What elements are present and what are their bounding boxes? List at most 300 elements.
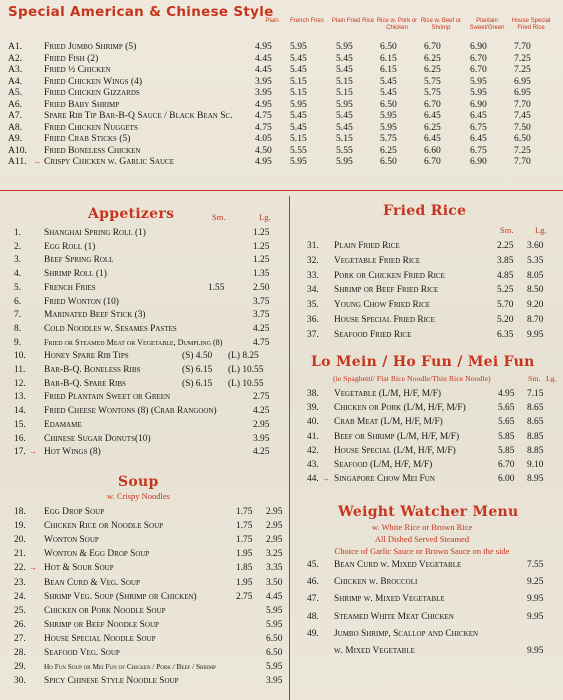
soup-title: Soup: [118, 474, 159, 490]
item-number: 12.: [14, 378, 26, 389]
item-name: House Special (L/M, H/F, M/F): [334, 445, 456, 456]
item-price-large: 3.75: [253, 296, 270, 307]
lo-mein-lg-label: Lg.: [546, 374, 557, 383]
item-number: 45.: [307, 560, 319, 570]
item-price-large: 8.85: [527, 445, 544, 456]
american-row: [0, 41, 563, 52]
item-price: 6.70: [470, 64, 487, 75]
item-price: 5.15: [290, 75, 307, 87]
item-number: 39.: [307, 403, 319, 414]
item-number: 36.: [307, 315, 319, 325]
item-name: Crispy Chicken w. Garlic Sauce: [44, 156, 174, 167]
american-row: [0, 99, 563, 110]
item-price-large: 3.95: [266, 676, 283, 687]
american-col-header: Plain Fried Rice: [331, 18, 375, 24]
item-price-small: 5.65: [498, 417, 515, 428]
item-price-large: 2.95: [266, 535, 283, 546]
item-name: Shrimp Roll (1): [44, 269, 107, 280]
american-col-header: Plain: [265, 18, 279, 24]
item-price: 4.95: [255, 41, 272, 52]
item-price-large: 8.65: [527, 417, 544, 428]
item-price-large: 8.70: [527, 315, 544, 325]
item-number: A11.: [8, 156, 27, 167]
item-price-large: 5.35: [527, 255, 544, 266]
item-price: 5.45: [290, 110, 307, 121]
item-name: Beef Spring Roll: [44, 255, 114, 266]
item-price: 7.70: [514, 41, 531, 52]
fried-rice-sm-label: Sm.: [500, 225, 514, 235]
item-name: Seafood Fried Rice: [334, 329, 412, 340]
item-price: 5.55: [336, 144, 353, 156]
item-price-small: 4.85: [497, 270, 514, 281]
item-name: Wonton & Egg Drop Soup: [44, 549, 150, 560]
fried-rice-row: [0, 299, 563, 311]
american-row: [0, 145, 563, 156]
item-price: 7.25: [514, 52, 531, 64]
item-price: 5.45: [290, 52, 307, 64]
item-number: 37.: [307, 329, 319, 340]
item-number: 31.: [307, 241, 319, 251]
item-price: 4.45: [255, 64, 272, 75]
item-name: Young Chow Fried Rice: [334, 300, 431, 311]
item-number: 49.: [307, 628, 319, 639]
item-price-large: 6.50: [266, 633, 283, 644]
item-price: 4.50: [255, 144, 272, 156]
item-price-large: 8.50: [527, 285, 544, 296]
weight-watcher-line2: All Dished Served Steamed: [374, 534, 470, 544]
item-name: Singapore Chow Mei Fun: [334, 474, 435, 485]
lo-mein-row: [0, 388, 563, 400]
item-price: 5.15: [336, 133, 353, 144]
item-number: A7.: [8, 110, 23, 121]
weight-watcher-row: [0, 559, 563, 571]
item-price: 4.75: [255, 110, 272, 121]
item-number: 16.: [14, 433, 26, 444]
item-number: A10.: [8, 144, 27, 156]
item-price: 6.50: [380, 156, 397, 167]
item-price: 5.95: [336, 98, 353, 110]
item-name: Pork or Chicken Fried Rice: [334, 270, 445, 281]
item-price-small: 1.95: [236, 577, 253, 588]
item-name: Edamame: [44, 419, 82, 430]
item-name: Spare Rib Tip Bar-B-Q Sauce / Black Bean Sc.: [44, 110, 233, 121]
item-number: 24.: [14, 591, 26, 602]
item-price-large: 4.25: [253, 406, 270, 417]
american-row: [0, 110, 563, 121]
item-price-small: 3.85: [497, 255, 514, 266]
american-row: [0, 122, 563, 133]
item-price-large: 9.20: [527, 300, 544, 311]
lo-mein-row: [0, 459, 563, 471]
lo-mein-row: [0, 431, 563, 443]
item-price: 5.15: [336, 87, 353, 98]
item-price: 5.95: [470, 87, 487, 98]
item-price: 7.50: [514, 121, 531, 133]
item-number: 43.: [307, 460, 319, 470]
item-name: Chicken or Pork Noodle Soup: [44, 605, 166, 616]
item-price: 5.15: [290, 133, 307, 144]
item-name: Jumbo Shrimp, Scallop and Chicken: [334, 628, 479, 639]
item-name: Crab Meat (L/M, H/F, M/F): [334, 417, 443, 428]
item-price: 5.45: [336, 121, 353, 133]
item-name: Fried Cheese Wontons (8) (Crab Rangoon): [44, 406, 217, 417]
item-number: A6.: [8, 98, 23, 110]
item-name: Fried Fish (2): [44, 52, 99, 64]
item-price-large: 5.95: [266, 662, 283, 673]
item-price-large: 4.45: [266, 591, 283, 602]
item-price: 6.70: [424, 41, 441, 52]
lo-mein-title: Lo Mein / Ho Fun / Mei Fun: [311, 354, 535, 370]
item-number: A4.: [8, 75, 23, 87]
item-number: 47.: [307, 594, 319, 605]
item-price: 6.25: [424, 52, 441, 64]
item-name: Seafood (L/M, H/F, M/F): [334, 460, 433, 470]
item-name: Vegetable Fried Rice: [334, 255, 421, 266]
item-price-small: 1.75: [236, 535, 253, 546]
item-name: Egg Drop Soup: [44, 507, 105, 517]
item-price-small: (S) 4.50: [182, 351, 213, 362]
item-price-large: (L) 8.25: [228, 351, 259, 362]
item-name: Wonton Soup: [44, 535, 99, 546]
american-col-header: Plantain Sweet/Green: [469, 18, 505, 31]
item-name: Cold Noodles w. Sesames Pastes: [44, 323, 177, 334]
item-price: 5.95: [470, 75, 487, 87]
item-name: Bar-B-Q. Boneless Ribs: [44, 365, 141, 375]
item-price-small: 5.85: [498, 445, 515, 456]
chili-pepper-icon: →: [33, 157, 41, 166]
item-name: Hot & Sour Soup: [44, 563, 114, 574]
item-name: Plain Fried Rice: [334, 241, 400, 251]
fried-rice-row: [0, 270, 563, 282]
soup-subtitle: w. Crispy Noodles: [107, 491, 170, 501]
appetizers-title: Appetizers: [88, 206, 175, 222]
item-price: 5.95: [290, 156, 307, 167]
item-number: 1.: [14, 228, 22, 238]
lo-mein-row: [0, 473, 563, 485]
item-price-large: 4.25: [253, 447, 270, 458]
item-price: 6.90: [470, 41, 487, 52]
item-price-small: 5.85: [498, 431, 515, 442]
item-name: Fried Crab Sticks (5): [44, 133, 131, 144]
lo-mein-sm-label: Sm.: [528, 374, 541, 383]
item-name: House Special Noodle Soup: [44, 633, 156, 644]
item-number: 20.: [14, 535, 26, 546]
item-price-small: 6.00: [498, 474, 515, 485]
item-name: House Special Fried Rice: [334, 315, 435, 325]
item-price: 4.05: [255, 133, 272, 144]
item-number: 14.: [14, 406, 26, 417]
weight-watcher-row: [0, 576, 563, 588]
item-number: 48.: [307, 611, 319, 622]
item-price-large: (L) 10.55: [228, 365, 264, 375]
fried-rice-row: [0, 284, 563, 296]
item-price: 5.15: [336, 75, 353, 87]
item-price-large: 3.60: [527, 241, 544, 251]
soup-row: [0, 661, 563, 673]
american-col-header: Rice w. Beef or Shrimp: [420, 18, 462, 31]
item-price-large: 1.25: [253, 228, 270, 238]
item-number: 38.: [307, 389, 319, 399]
item-price: 6.70: [470, 52, 487, 64]
american-row: [0, 156, 563, 167]
item-number: 10.: [14, 351, 26, 362]
item-price-small: 1.75: [236, 521, 253, 532]
item-number: 28.: [14, 648, 26, 658]
lo-mein-row: [0, 416, 563, 428]
item-number: 40.: [307, 417, 319, 428]
item-price-small: 5.25: [497, 285, 514, 296]
item-price: 5.95: [336, 156, 353, 167]
item-price: 5.95: [380, 121, 397, 133]
item-name: Chicken Rice or Noodle Soup: [44, 521, 164, 532]
item-name: Hot Wings (8): [44, 447, 101, 458]
item-price-small: (S) 6.15: [182, 378, 213, 389]
item-price-small: 5.65: [498, 403, 515, 414]
chili-pepper-icon: →: [322, 474, 330, 484]
item-number: 46.: [307, 577, 319, 588]
item-name: Bean Curd w. Mixed Vegetable: [334, 560, 462, 570]
item-price: 6.45: [470, 110, 487, 121]
item-number: 6.: [14, 296, 22, 307]
lo-mein-subtitle: (ie Spaghetti/ Flat Rice Noodle/Thin Rice Noodle): [333, 374, 491, 383]
item-price-large: 5.95: [266, 605, 283, 616]
item-price-large: 8.05: [527, 270, 544, 281]
item-number: 34.: [307, 285, 319, 296]
item-price-large: 9.10: [527, 460, 544, 470]
item-price-large: 1.35: [253, 269, 270, 280]
item-name: Fried Plantain Sweet or Green: [44, 392, 171, 403]
item-number: 19.: [14, 521, 26, 532]
item-number: 17.: [14, 447, 26, 458]
item-name: Fried Boneless Chicken: [44, 144, 141, 156]
item-price-large: 2.75: [253, 392, 270, 403]
item-price: 5.45: [336, 52, 353, 64]
item-number: 26.: [14, 619, 26, 630]
item-price: 7.55: [527, 560, 544, 570]
item-name: Spicy Chinese Style Noodle Soup: [44, 676, 179, 687]
item-price-small: (S) 6.15: [182, 365, 213, 375]
item-number: 15.: [14, 419, 26, 430]
item-number: 18.: [14, 507, 26, 517]
item-name: Chicken or Pork (L/M, H/F, M/F): [334, 403, 466, 414]
item-price: 3.95: [255, 75, 272, 87]
item-price: 7.70: [514, 98, 531, 110]
item-name: Vegetable (L/M, H/F, M/F): [334, 389, 441, 399]
item-name: Honey Spare Rib Tips: [44, 351, 129, 362]
weight-watcher-line1: w. White Rice or Brown Rice: [371, 522, 473, 532]
item-number: 22.: [14, 563, 26, 574]
fried-rice-row: [0, 255, 563, 267]
american-row: [0, 53, 563, 64]
item-name: Steamed White Meat Chicken: [334, 611, 454, 622]
item-price: 6.50: [380, 98, 397, 110]
item-number: A1.: [8, 41, 23, 52]
item-price-large: 4.25: [253, 323, 270, 334]
item-number: A3.: [8, 64, 23, 75]
item-price: 5.45: [290, 64, 307, 75]
item-price-small: 6.70: [498, 460, 515, 470]
item-price: 6.15: [380, 64, 397, 75]
item-name: Chicken w. Broccoli: [334, 577, 418, 588]
item-price: 7.70: [514, 156, 531, 167]
item-price: 6.75: [470, 144, 487, 156]
item-name: Fried Chicken Gizzards: [44, 87, 140, 98]
item-price-large: 6.50: [266, 648, 283, 658]
item-price: 4.95: [255, 156, 272, 167]
item-number: 7.: [14, 310, 22, 321]
item-price: 6.70: [424, 98, 441, 110]
item-price-large: 7.15: [527, 389, 544, 399]
item-number: 35.: [307, 300, 319, 311]
item-number: A9.: [8, 133, 23, 144]
item-name: Shrimp Veg. Soup (Shrimp or Chicken): [44, 591, 197, 602]
american-col-header: Rice w. Pork or Chicken: [376, 18, 418, 31]
lo-mein-row: [0, 445, 563, 457]
item-number: 27.: [14, 633, 26, 644]
item-price: 7.25: [514, 64, 531, 75]
item-name: Fried Chicken Nuggets: [44, 121, 138, 133]
weight-watcher-row: [0, 611, 563, 623]
item-price-large: 8.85: [527, 431, 544, 442]
item-price: 6.25: [380, 144, 397, 156]
item-price-large: 1.25: [253, 241, 270, 252]
item-number: 30.: [14, 676, 26, 687]
item-price-large: 3.75: [253, 310, 270, 321]
item-price-large: 2.95: [266, 521, 283, 532]
item-price: 5.95: [290, 98, 307, 110]
item-name: Ho Fun Soup or Mei Fun of Chicken / Pork / Beef / Shrimp: [44, 662, 216, 672]
fried-rice-row: [0, 240, 563, 252]
item-number: 3.: [14, 255, 22, 266]
lo-mein-row: [0, 402, 563, 414]
item-price-small: 1.85: [236, 563, 253, 574]
item-number: 44.: [307, 474, 319, 485]
item-price: 7.45: [514, 110, 531, 121]
item-price: 6.70: [424, 156, 441, 167]
item-name: Chinese Sugar Donuts(10): [44, 433, 151, 444]
item-price-small: 2.25: [497, 241, 514, 251]
item-number: 4.: [14, 269, 22, 280]
item-number: 21.: [14, 549, 26, 560]
item-price-small: 1.95: [236, 549, 253, 560]
item-price-small: 4.95: [498, 389, 515, 399]
item-price-large: 2.95: [253, 419, 270, 430]
item-name: Shrimp or Beef Noodle Soup: [44, 619, 159, 630]
item-price: 4.75: [255, 121, 272, 133]
item-price: 9.95: [527, 594, 544, 605]
item-number: A2.: [8, 52, 23, 64]
appetizers-lg-label: Lg.: [259, 212, 271, 222]
item-price-large: 2.95: [266, 507, 283, 517]
item-price-large: 9.95: [527, 329, 544, 340]
american-row: [0, 133, 563, 144]
soup-row: [0, 675, 563, 687]
item-price: 5.95: [290, 41, 307, 52]
item-price: 5.45: [336, 110, 353, 121]
item-name: Shrimp or Beef Fried Rice: [334, 285, 439, 296]
item-number: 13.: [14, 392, 26, 403]
item-number: 2.: [14, 241, 22, 252]
item-name: Bar-B-Q. Spare Ribs: [44, 378, 126, 389]
item-price: 5.75: [424, 87, 441, 98]
item-price: 5.55: [290, 144, 307, 156]
item-name: Egg Roll (1): [44, 241, 96, 252]
weight-watcher-row: [0, 593, 563, 605]
item-price: 9.25: [527, 577, 544, 588]
item-price-small: 2.75: [236, 591, 253, 602]
item-number: 42.: [307, 445, 319, 456]
item-price-large: 3.35: [266, 563, 283, 574]
item-number: 32.: [307, 255, 319, 266]
weight-watcher-title: Weight Watcher Menu: [338, 504, 519, 520]
item-price: 6.50: [380, 41, 397, 52]
item-price: 5.75: [380, 133, 397, 144]
item-price: 6.50: [514, 133, 531, 144]
item-price: 5.15: [290, 87, 307, 98]
item-name: Bean Curd & Veg. Soup: [44, 577, 140, 588]
item-price-large: 8.95: [527, 474, 544, 485]
item-price: 5.45: [380, 75, 397, 87]
item-price: 9.95: [527, 646, 544, 656]
item-price: 5.95: [380, 110, 397, 121]
item-name: Seafood Veg. Soup: [44, 648, 120, 658]
item-price: 3.95: [255, 87, 272, 98]
item-price: 6.25: [424, 121, 441, 133]
item-number: 29.: [14, 662, 26, 673]
item-number: A5.: [8, 87, 23, 98]
weight-watcher-row: [0, 645, 563, 657]
item-price: 6.90: [470, 98, 487, 110]
item-price-large: 1.25: [253, 255, 270, 266]
item-number: 11.: [14, 365, 26, 375]
item-price: 9.95: [527, 611, 544, 622]
item-price: 4.45: [255, 52, 272, 64]
item-name: Shanghai Spring Roll (1): [44, 228, 146, 238]
item-name: Shrimp w. Mixed Vegetable: [334, 594, 445, 605]
item-price: 6.25: [424, 64, 441, 75]
chili-pepper-icon: →: [29, 563, 37, 573]
item-price: 7.25: [514, 144, 531, 156]
item-price-large: 4.75: [253, 337, 270, 348]
item-price-small: 1.75: [236, 507, 253, 517]
fried-rice-lg-label: Lg.: [535, 225, 547, 235]
item-price-large: 2.50: [253, 282, 270, 293]
item-price: 5.45: [336, 64, 353, 75]
weight-watcher-row: [0, 628, 563, 640]
item-price-large: 3.95: [253, 433, 270, 444]
weight-watcher-line3: Choice of Garlic Sauce or Brown Sauce on the side: [334, 546, 510, 556]
item-price: 4.95: [255, 98, 272, 110]
item-price: 5.45: [380, 87, 397, 98]
appetizer-row: [0, 227, 563, 239]
item-price-large: 5.95: [266, 619, 283, 630]
item-price: 6.90: [470, 156, 487, 167]
item-number: 25.: [14, 605, 26, 616]
item-price: 6.60: [424, 144, 441, 156]
item-price: 6.15: [380, 52, 397, 64]
item-name: Beef or Shrimp (L/M, H/F, M/F): [334, 431, 460, 442]
american-row: [0, 87, 563, 98]
item-price: 5.95: [336, 41, 353, 52]
item-price-small: 5.20: [497, 315, 514, 325]
item-price: 6.75: [470, 121, 487, 133]
item-name: w. Mixed Vegetable: [334, 646, 415, 656]
item-price: 6.45: [470, 133, 487, 144]
item-number: 5.: [14, 282, 22, 293]
item-price: 6.95: [514, 87, 531, 98]
item-price: 5.45: [290, 121, 307, 133]
item-name: Fried Jumbo Shrimp (5): [44, 41, 137, 52]
